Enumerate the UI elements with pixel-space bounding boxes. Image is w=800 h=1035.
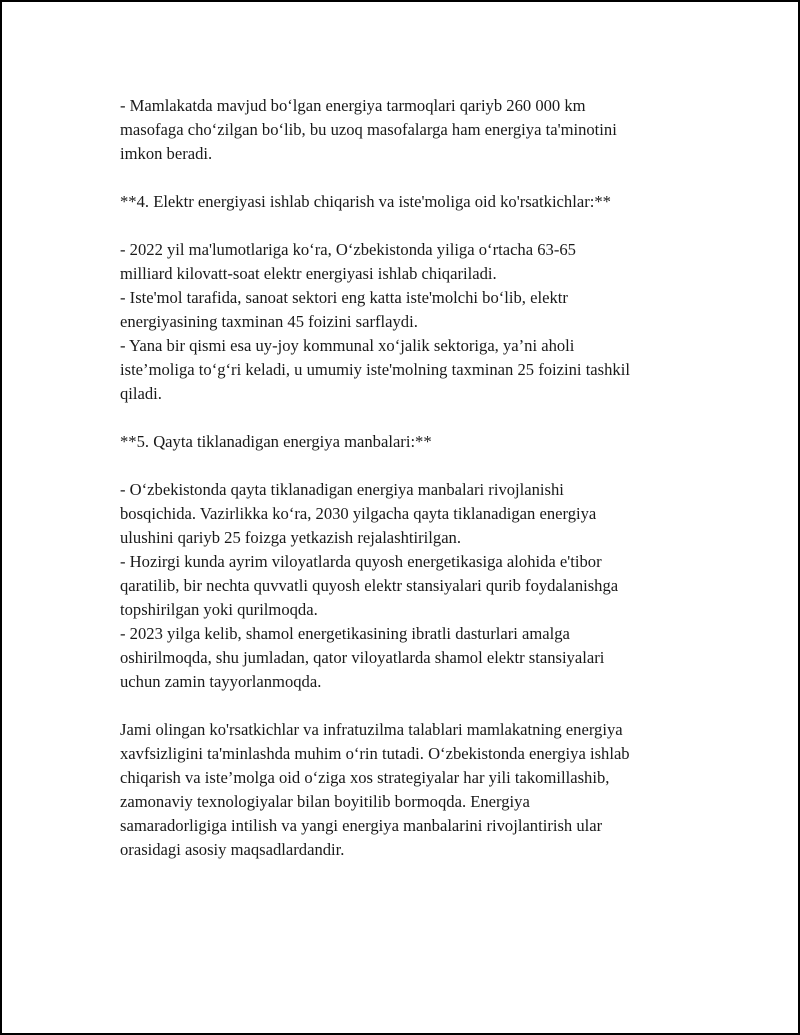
text-line: oshirilmoqda, shu jumladan, qator viloyatlarda shamol elektr stansiyalari [120,648,605,667]
text-line: qiladi. [120,384,162,403]
text-line: orasidagi asosiy maqsadlardandir. [120,840,345,859]
section-heading-5 [120,430,710,454]
heading-line: **5. Qayta tiklanadigan energiya manbalari:** [120,432,432,451]
document-body [120,94,710,886]
text-line: xavfsizligini ta'minlashda muhim o‘rin tutadi. O‘zbekistonda energiya ishlab [120,744,630,763]
text-line: - Yana bir qismi esa uy-joy kommunal xo‘jalik sektoriga, ya’ni aholi [120,336,575,355]
text-line: - O‘zbekistonda qayta tiklanadigan energiya manbalari rivojlanishi [120,480,564,499]
text-line: iste’moliga to‘g‘ri keladi, u umumiy iste'molning taxminan 25 foizini tashkil [120,360,630,379]
text-line: uchun zamin tayyorlanmoqda. [120,672,322,691]
paragraph-renewables [120,478,710,694]
text-line: topshirilgan yoki qurilmoqda. [120,600,318,619]
text-line: ulushini qariyb 25 foizga yetkazish rejalashtirilgan. [120,528,461,547]
text-line: - Iste'mol tarafida, sanoat sektori eng katta iste'molchi bo‘lib, elektr [120,288,568,307]
text-line: milliard kilovatt-soat elektr energiyasi ishlab chiqariladi. [120,264,497,283]
text-line: energiyasining taxminan 45 foizini sarflaydi. [120,312,418,331]
text-line: masofaga cho‘zilgan bo‘lib, bu uzoq masofalarga ham energiya ta'minotini [120,120,617,139]
text-line: imkon beradi. [120,144,213,163]
heading-line: **4. Elektr energiyasi ishlab chiqarish va iste'moliga oid ko'rsatkichlar:** [120,192,611,211]
text-line: bosqichida. Vazirlikka ko‘ra, 2030 yilgacha qayta tiklanadigan energiya [120,504,597,523]
text-line: - 2023 yilga kelib, shamol energetikasining ibratli dasturlari amalga [120,624,570,643]
paragraph-production-consumption [120,238,710,406]
text-line: - Hozirgi kunda ayrim viloyatlarda quyosh energetikasiga alohida e'tibor [120,552,602,571]
section-heading-4 [120,190,710,214]
text-line: zamonaviy texnologiyalar bilan boyitilib bormoqda. Energiya [120,792,530,811]
paragraph-conclusion [120,718,710,862]
text-line: qaratilib, bir nechta quvvatli quyosh elektr stansiyalari qurib foydalanishga [120,576,619,595]
paragraph-network-length [120,94,710,166]
text-line: chiqarish va iste’molga oid o‘ziga xos strategiyalar har yili takomillashib, [120,768,610,787]
text-line: - Mamlakatda mavjud bo‘lgan energiya tarmoqlari qariyb 260 000 km [120,96,586,115]
text-line: - 2022 yil ma'lumotlariga ko‘ra, O‘zbekistonda yiliga o‘rtacha 63-65 [120,240,576,259]
text-line: Jami olingan ko'rsatkichlar va infratuzilma talablari mamlakatning energiya [120,720,623,739]
text-line: samaradorligiga intilish va yangi energiya manbalarini rivojlantirish ular [120,816,603,835]
